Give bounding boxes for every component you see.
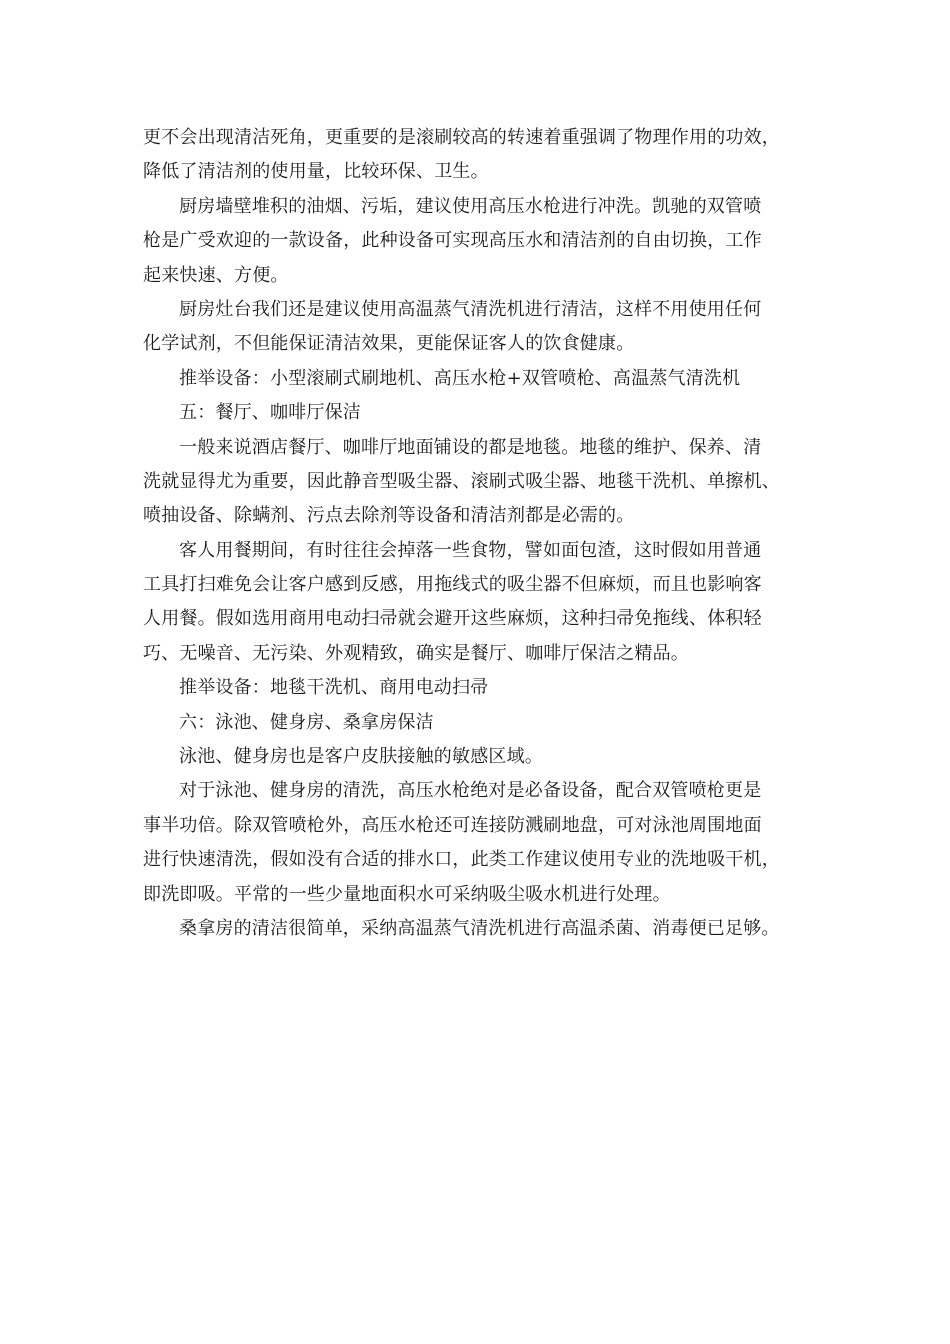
text-line-20: 对于泳池、健身房的清洗，高压水枪绝对是必备设备，配合双管喷枪更是	[179, 780, 762, 802]
text-line-1: 更不会出现清洁死角，更重要的是滚刷较高的转速着重强调了物理作用的功效，	[143, 127, 780, 148]
text-line-10: 一般来说酒店餐厅、咖啡厅地面铺设的都是地毯。地毯的维护、保养、清	[179, 436, 762, 458]
text-line-2: 降低了清洁剂的使用量，比较环保、卫生。	[143, 161, 489, 183]
recommended-equipment-restaurant: 推举设备：地毯干洗机、商用电动扫帚	[179, 677, 489, 699]
text-line-7: 化学试剂，不但能保证清洁效果，更能保证客人的饮食健康。	[143, 333, 635, 355]
text-line-24: 桑拿房的清洁很简单，采纳高温蒸气清洗机进行高温杀菌、消毒便已足够。	[179, 917, 780, 939]
text-line-5: 起来快速、方便。	[143, 264, 289, 286]
section-heading-5: 五：餐厅、咖啡厅保洁	[179, 402, 361, 424]
text-line-4: 枪是广受欢迎的一款设备，此种设备可实现高压水和清洁剂的自由切换，工作	[143, 230, 762, 252]
document-body	[143, 121, 833, 946]
text-line-14: 工具打扫难免会让客户感到反感，用拖线式的吸尘器不但麻烦，而且也影响客	[143, 574, 762, 596]
text-line-3: 厨房墙壁堆积的油烟、污垢，建议使用高压水枪进行冲洗。凯驰的双管喷	[179, 195, 762, 217]
recommended-equipment-kitchen: 推举设备：小型滚刷式刷地机、高压水枪+双管喷枪、高温蒸气清洗机	[179, 367, 741, 389]
text-line-15: 人用餐。假如选用商用电动扫帚就会避开这些麻烦，这种扫帚免拖线、体积轻	[143, 608, 762, 630]
text-line-22: 进行快速清洗，假如没有合适的排水口，此类工作建议使用专业的洗地吸干机，	[143, 849, 780, 871]
text-line-11: 洗就显得尤为重要，因此静音型吸尘器、滚刷式吸尘器、地毯干洗机、单擦机、	[143, 470, 780, 492]
text-line-6: 厨房灶台我们还是建议使用高温蒸气清洗机进行清洁，这样不用使用任何	[179, 298, 762, 320]
text-line-19: 泳池、健身房也是客户皮肤接触的敏感区域。	[179, 746, 543, 768]
text-line-13: 客人用餐期间，有时往往会掉落一些食物，譬如面包渣，这时假如用普通	[179, 539, 762, 561]
text-line-12: 喷抽设备、除螨剂、污点去除剂等设备和清洁剂都是必需的。	[143, 505, 635, 527]
text-line-21: 事半功倍。除双管喷枪外，高压水枪还可连接防溅刷地盘，可对泳池周围地面	[143, 814, 762, 836]
text-line-23: 即洗即吸。平常的一些少量地面积水可采纳吸尘吸水机进行处理。	[143, 883, 671, 905]
text-line-16: 巧、无噪音、无污染、外观精致，确实是餐厅、咖啡厅保洁之精品。	[143, 642, 689, 664]
section-heading-6: 六：泳池、健身房、桑拿房保洁	[179, 711, 434, 733]
